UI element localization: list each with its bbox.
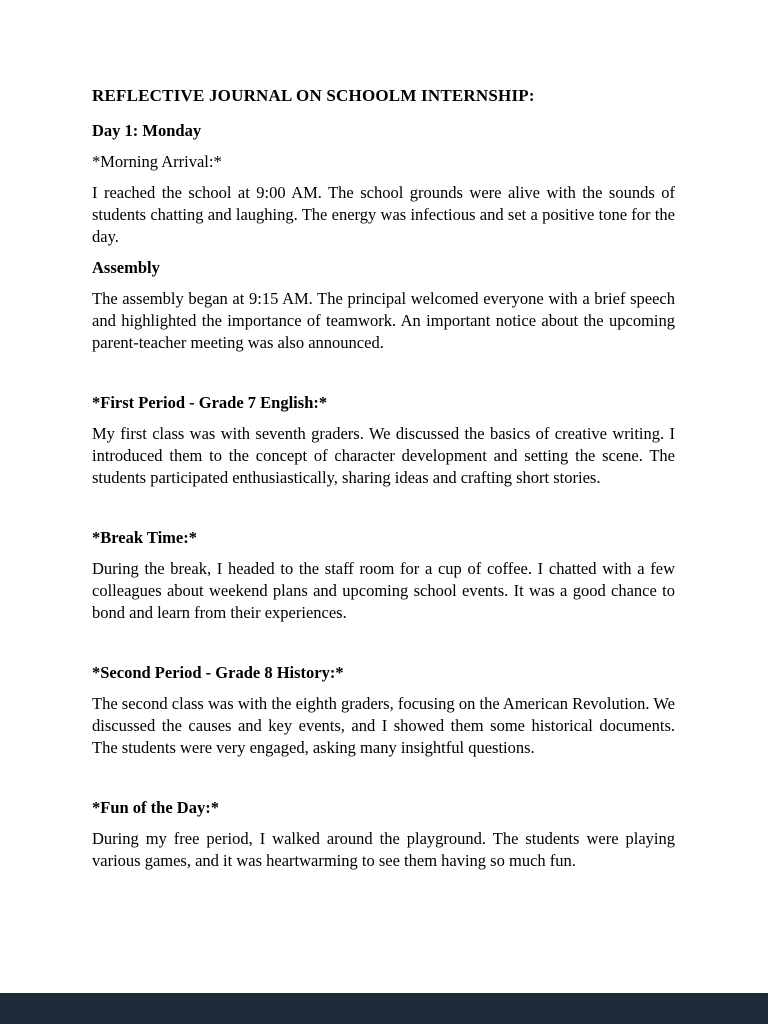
first-period-heading: *First Period - Grade 7 English:* — [92, 393, 328, 412]
second-period-heading: *Second Period - Grade 8 History:* — [92, 663, 344, 682]
paragraph-break-time: During the break, I headed to the staff room for a cup of coffee. I chatted with a few colleagues about weekend plans and upcoming school events. It was a good chance to bond and learn from their experiences. — [92, 559, 675, 622]
paragraph-fun-of-day: During my free period, I walked around the playground. The students were playing various games, and it was heartwarming to see them having so much fun. — [92, 829, 675, 870]
paragraph-morning-arrival: I reached the school at 9:00 AM. The school grounds were alive with the sounds of students chatting and laughing. The energy was infectious and set a positive tone for the day. — [92, 183, 675, 246]
fun-of-day-heading: *Fun of the Day:* — [92, 798, 219, 817]
document-page — [92, 85, 675, 881]
document-title: REFLECTIVE JOURNAL ON SCHOOLM INTERNSHIP: — [92, 86, 535, 105]
paragraph-second-period: The second class was with the eighth graders, focusing on the American Revolution. We discussed the causes and key events, and I showed them some historical documents. The students were very engaged, asking many insightful questions. — [92, 694, 675, 757]
viewer-footer-bar — [0, 993, 768, 1024]
break-time-heading: *Break Time:* — [92, 528, 197, 547]
paragraph-assembly: The assembly began at 9:15 AM. The principal welcomed everyone with a brief speech and highlighted the importance of teamwork. An important notice about the upcoming parent-teacher meeting was also announced. — [92, 289, 675, 352]
day-heading: Day 1: Monday — [92, 121, 202, 140]
assembly-heading: Assembly — [92, 258, 160, 277]
paragraph-first-period: My first class was with seventh graders. We discussed the basics of creative writing. I introduced them to the concept of character development and setting the scene. The students participated enthusiastically, sharing ideas and crafting short stories. — [92, 424, 675, 487]
morning-arrival-label: *Morning Arrival:* — [92, 152, 222, 171]
